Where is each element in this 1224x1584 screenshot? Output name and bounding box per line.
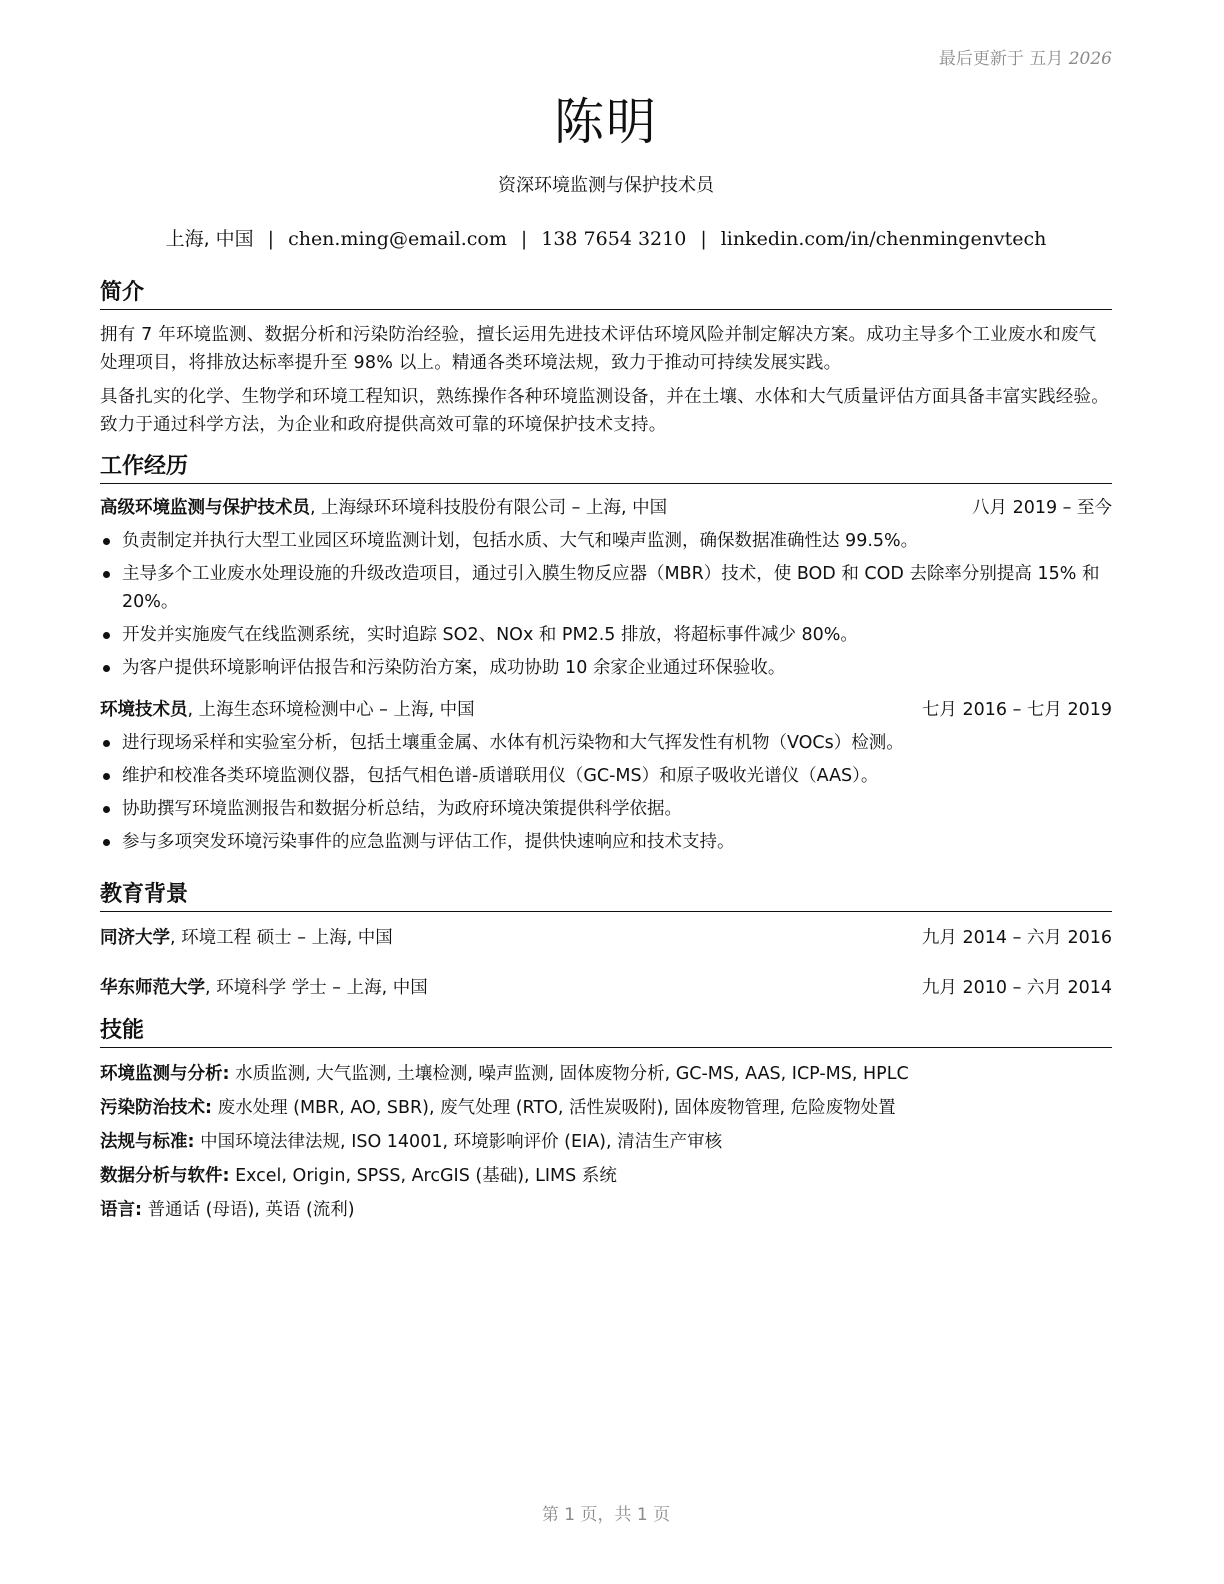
job-header — [100, 494, 1112, 522]
education-entry — [100, 974, 1112, 1002]
education-school: 同济大学 — [100, 928, 170, 948]
contact-separator: | — [700, 228, 707, 250]
skill-category: 法规与标准: — [100, 1132, 195, 1152]
skill-category: 环境监测与分析: — [100, 1064, 230, 1084]
education-detail: , 环境工程 硕士 – 上海, 中国 — [170, 928, 393, 948]
last-updated — [939, 44, 1112, 69]
experience-section — [100, 452, 1112, 856]
section-title-summary: 简介 — [100, 278, 1112, 310]
job-title-line — [100, 494, 667, 522]
list-item: 协助撰写环境监测报告和数据分析总结，为政府环境决策提供科学依据。 — [100, 795, 1112, 823]
list-item: 负责制定并执行大型工业园区环境监测计划，包括水质、大气和噪声监测，确保数据准确性达 99.5%。 — [100, 527, 1112, 555]
list-item: 主导多个工业废水处理设施的升级改造项目，通过引入膜生物反应器（MBR）技术，使 BOD 和 COD 去除率分别提高 15% 和 20%。 — [100, 560, 1112, 616]
list-item: 为客户提供环境影响评估报告和污染防治方案，成功协助 10 余家企业通过环保验收。 — [100, 654, 1112, 682]
education-school: 华东师范大学 — [100, 978, 205, 998]
skill-values: 废水处理 (MBR, AO, SBR), 废气处理 (RTO, 活性炭吸附), 固体废物管理, 危险废物处置 — [212, 1098, 896, 1118]
contact-location: 上海, 中国 — [165, 228, 254, 250]
candidate-name: 陈明 — [554, 93, 658, 151]
job-dates: 八月 2019 – 至今 — [972, 498, 1112, 518]
job-org: , 上海绿环环境科技股份有限公司 – 上海, 中国 — [310, 498, 668, 518]
education-detail: , 环境科学 学士 – 上海, 中国 — [205, 978, 428, 998]
skill-category: 污染防治技术: — [100, 1098, 212, 1118]
skill-row — [100, 1094, 1112, 1122]
education-section — [100, 880, 1112, 1002]
list-item: 进行现场采样和实验室分析，包括土壤重金属、水体有机污染物和大气挥发性有机物（VOCs）检测。 — [100, 729, 1112, 757]
skill-values: 中国环境法律法规, ISO 14001, 环境影响评价 (EIA), 清洁生产审核 — [194, 1132, 723, 1152]
summary-paragraph: 具备扎实的化学、生物学和环境工程知识，熟练操作各种环境监测设备，并在土壤、水体和大气质量评估方面具备丰富实践经验。致力于通过科学方法，为企业和政府提供高效可靠的环境保护技术支持。 — [100, 387, 1109, 435]
skill-row — [100, 1128, 1112, 1156]
section-title-skills: 技能 — [100, 1016, 1112, 1048]
job-org: , 上海生态环境检测中心 – 上海, 中国 — [187, 700, 475, 720]
job-role: 高级环境监测与保护技术员 — [100, 498, 310, 518]
contact-email-link[interactable]: chen.ming@email.com — [288, 228, 507, 250]
skill-values: 水质监测, 大气监测, 土壤检测, 噪声监测, 固体废物分析, GC-MS, AAS, ICP-MS, HPLC — [229, 1064, 909, 1084]
education-degree-line — [100, 924, 393, 952]
job-title-line — [100, 696, 475, 724]
section-title-education: 教育背景 — [100, 880, 1112, 912]
job-entry — [100, 494, 1112, 682]
job-role: 环境技术员 — [100, 700, 188, 720]
contact-phone: 138 7654 3210 — [541, 228, 687, 250]
skill-category: 语言: — [100, 1200, 142, 1220]
education-degree-line — [100, 974, 428, 1002]
skill-values: 普通话 (母语), 英语 (流利) — [142, 1200, 355, 1220]
page-number: 第 1 页，共 1 页 — [541, 1505, 671, 1525]
contact-separator: | — [267, 228, 275, 250]
job-bullets — [100, 527, 1112, 682]
skill-values: Excel, Origin, SPSS, ArcGIS (基础), LIMS 系统 — [229, 1166, 617, 1186]
contact-line — [100, 224, 1112, 251]
section-title-experience: 工作经历 — [100, 452, 1112, 484]
skills-section — [100, 1016, 1112, 1224]
last-updated-label: 最后更新于 五月 — [938, 49, 1064, 69]
skill-row — [100, 1060, 1112, 1088]
candidate-headline: 资深环境监测与保护技术员 — [498, 175, 714, 196]
list-item: 开发并实施废气在线监测系统，实时追踪 SO2、NOx 和 PM2.5 排放，将超标事件减少 80%。 — [100, 621, 1112, 649]
education-dates: 九月 2010 – 六月 2014 — [921, 978, 1112, 998]
contact-linkedin-link[interactable]: linkedin.com/in/chenmingenvtech — [720, 228, 1047, 250]
contact-separator: | — [520, 228, 528, 250]
last-updated-year: 2026 — [1068, 49, 1112, 69]
skill-row — [100, 1196, 1112, 1224]
summary-section — [100, 278, 1112, 439]
job-header — [100, 696, 1112, 724]
resume-page — [100, 0, 1112, 1584]
list-item: 维护和校准各类环境监测仪器，包括气相色谱-质谱联用仪（GC-MS）和原子吸收光谱仪（AAS）。 — [100, 762, 1112, 790]
job-entry — [100, 696, 1112, 856]
job-bullets — [100, 729, 1112, 856]
summary-paragraph: 拥有 7 年环境监测、数据分析和污染防治经验，擅长运用先进技术评估环境风险并制定解决方案。成功主导多个工业废水和废气处理项目，将排放达标率提升至 98% 以上。精通各类环境法规，致力于推动可持续发展实践。 — [100, 325, 1097, 373]
education-dates: 九月 2014 – 六月 2016 — [921, 928, 1112, 948]
list-item: 参与多项突发环境污染事件的应急监测与评估工作，提供快速响应和技术支持。 — [100, 828, 1112, 856]
skill-row — [100, 1162, 1112, 1190]
education-entry — [100, 924, 1112, 952]
job-dates: 七月 2016 – 七月 2019 — [921, 700, 1112, 720]
skill-category: 数据分析与软件: — [100, 1166, 230, 1186]
